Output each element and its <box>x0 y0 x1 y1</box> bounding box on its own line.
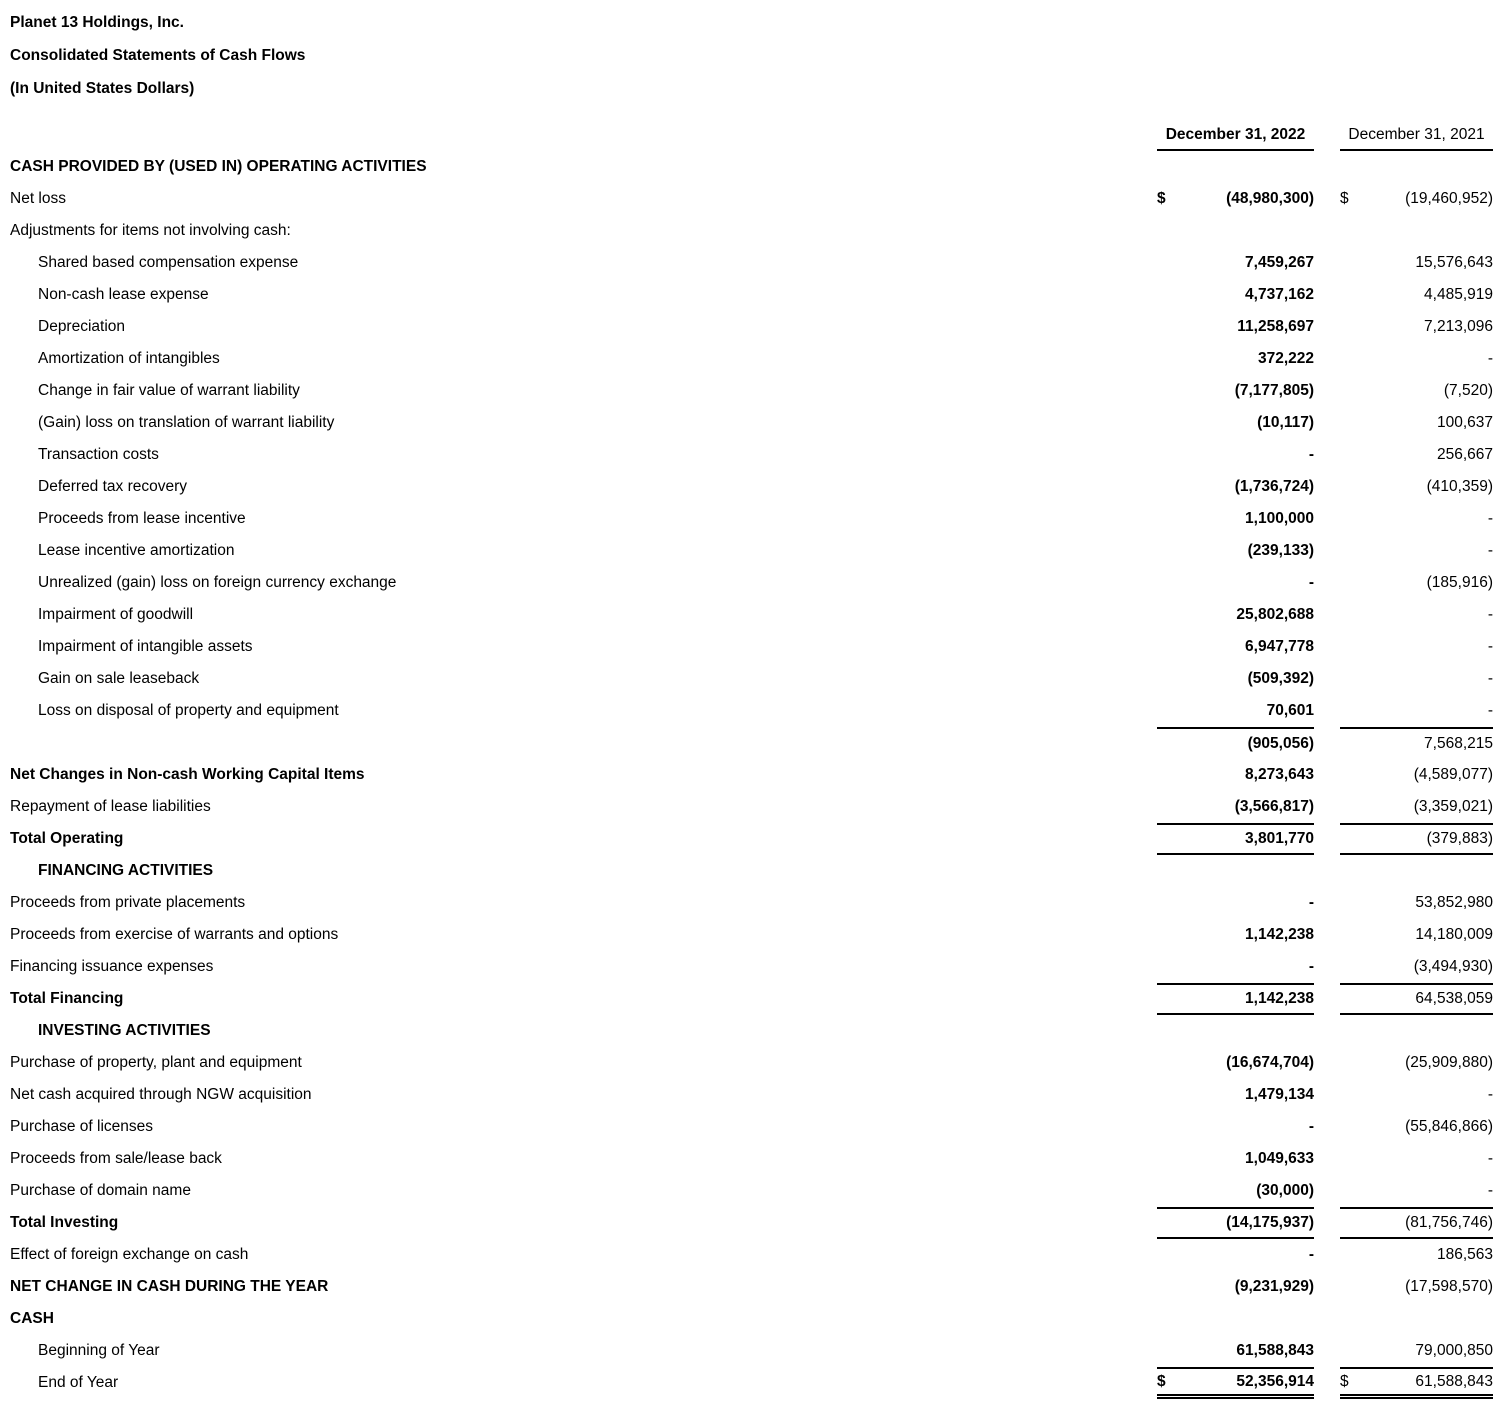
table-row <box>10 279 1493 311</box>
value-2022-cell <box>1157 1111 1314 1143</box>
row-label: CASH PROVIDED BY (USED IN) OPERATING ACTIVITIES <box>10 158 427 175</box>
row-label: Impairment of intangible assets <box>38 638 253 655</box>
row-label: Net loss <box>10 190 66 207</box>
value-2022: (1,736,724) <box>1234 478 1314 495</box>
value-2021-cell <box>1340 1367 1493 1399</box>
value-2021: 7,568,215 <box>1424 735 1493 752</box>
table-row <box>10 1015 1493 1047</box>
value-2022: (9,231,929) <box>1234 1278 1314 1295</box>
row-label: Non-cash lease expense <box>38 286 209 303</box>
value-2022-cell <box>1157 663 1314 695</box>
value-2022-cell <box>1157 407 1314 439</box>
value-2022-cell <box>1157 1367 1314 1399</box>
row-label: End of Year <box>38 1374 119 1391</box>
table-row <box>10 631 1493 663</box>
value-2022: 25,802,688 <box>1236 606 1314 623</box>
value-2022-cell <box>1157 375 1314 407</box>
table-row <box>10 1271 1493 1303</box>
value-2021: - <box>1487 1182 1493 1199</box>
value-2022: (7,177,805) <box>1234 382 1314 399</box>
row-label: Total Operating <box>10 830 124 847</box>
table-row <box>10 599 1493 631</box>
value-2021: 4,485,919 <box>1424 286 1493 303</box>
row-label: Depreciation <box>38 318 126 335</box>
value-2021: 256,667 <box>1436 446 1493 463</box>
value-2021: 53,852,980 <box>1415 894 1493 911</box>
value-2021-cell <box>1340 951 1493 983</box>
value-2022: 3,801,770 <box>1245 830 1314 847</box>
value-2021-cell <box>1340 919 1493 951</box>
value-2022-cell <box>1157 439 1314 471</box>
value-2022-cell <box>1157 567 1314 599</box>
value-2021-cell <box>1340 1271 1493 1303</box>
row-label: Impairment of goodwill <box>38 606 194 623</box>
value-2022: (509,392) <box>1247 670 1314 687</box>
row-label: Amortization of intangibles <box>38 350 220 367</box>
value-2021-cell <box>1340 439 1493 471</box>
value-2021: (410,359) <box>1426 478 1493 495</box>
value-2021-cell <box>1340 1079 1493 1111</box>
value-2022: 4,737,162 <box>1245 286 1314 303</box>
value-2021: (185,916) <box>1426 574 1493 591</box>
table-row <box>10 503 1493 535</box>
value-2021-cell <box>1340 311 1493 343</box>
table-row <box>10 855 1493 887</box>
value-2022-cell <box>1157 951 1314 983</box>
value-2022: 52,356,914 <box>1236 1372 1314 1390</box>
table-row <box>10 471 1493 503</box>
row-label: Adjustments for items not involving cash: <box>10 222 291 239</box>
value-2022-cell <box>1157 471 1314 503</box>
table-row <box>10 407 1493 439</box>
value-2021-cell <box>1340 567 1493 599</box>
table-row <box>10 983 1493 1015</box>
value-2022-cell <box>1157 855 1314 887</box>
value-2022-cell <box>1157 1335 1314 1367</box>
document-header <box>10 6 1493 105</box>
value-2022-cell <box>1157 1015 1314 1047</box>
table-row <box>10 727 1493 759</box>
value-2022: (48,980,300) <box>1226 190 1314 207</box>
value-2021-cell <box>1340 1143 1493 1175</box>
value-2022-cell <box>1157 183 1314 215</box>
row-label: (Gain) loss on translation of warrant liability <box>38 414 335 431</box>
row-label: Financing issuance expenses <box>10 958 214 975</box>
table-row <box>10 1207 1493 1239</box>
table-row <box>10 1111 1493 1143</box>
row-label: Purchase of property, plant and equipment <box>10 1054 302 1071</box>
value-2022: (14,175,937) <box>1226 1214 1314 1231</box>
value-2021: 186,563 <box>1436 1246 1493 1263</box>
value-2022-cell <box>1157 599 1314 631</box>
row-label: Shared based compensation expense <box>38 254 299 271</box>
value-2022-cell <box>1157 343 1314 375</box>
dollar-sign: $ <box>1340 190 1349 207</box>
row-label: Beginning of Year <box>38 1342 160 1359</box>
value-2021-cell <box>1340 983 1493 1015</box>
value-2022-cell <box>1157 279 1314 311</box>
value-2022-cell <box>1157 759 1314 791</box>
value-2022: (30,000) <box>1256 1182 1314 1199</box>
table-row <box>10 375 1493 407</box>
value-2021-cell <box>1340 375 1493 407</box>
value-2022: 1,142,238 <box>1245 990 1314 1007</box>
row-label: Transaction costs <box>38 446 159 463</box>
row-label: Net cash acquired through NGW acquisition <box>10 1086 312 1103</box>
value-2022-cell <box>1157 887 1314 919</box>
value-2021: - <box>1487 670 1493 687</box>
column-header-2021: December 31, 2021 <box>1340 126 1493 151</box>
value-2022: 1,049,633 <box>1245 1150 1314 1167</box>
value-2021-cell <box>1340 279 1493 311</box>
row-label: Repayment of lease liabilities <box>10 798 211 815</box>
value-2022: 1,100,000 <box>1245 510 1314 527</box>
table-row <box>10 663 1493 695</box>
row-label: Gain on sale leaseback <box>38 670 200 687</box>
dollar-sign: $ <box>1157 190 1166 207</box>
value-2021: - <box>1487 510 1493 527</box>
value-2022-cell <box>1157 311 1314 343</box>
table-row <box>10 439 1493 471</box>
value-2022-cell <box>1157 151 1314 183</box>
table-row <box>10 1143 1493 1175</box>
value-2021: 14,180,009 <box>1415 926 1493 943</box>
dollar-sign: $ <box>1340 1372 1349 1390</box>
value-2021-cell <box>1340 1303 1493 1335</box>
table-row <box>10 311 1493 343</box>
row-label: Total Financing <box>10 990 124 1007</box>
statement-rows <box>10 151 1493 1399</box>
value-2021: (19,460,952) <box>1405 190 1493 207</box>
value-2022-cell <box>1157 919 1314 951</box>
row-label: NET CHANGE IN CASH DURING THE YEAR <box>10 1278 329 1295</box>
value-2021: - <box>1487 350 1493 367</box>
value-2022-cell <box>1157 1207 1314 1239</box>
column-headers <box>10 105 1493 151</box>
table-row <box>10 951 1493 983</box>
table-row <box>10 919 1493 951</box>
row-label: INVESTING ACTIVITIES <box>38 1022 211 1039</box>
value-2021: (379,883) <box>1426 830 1493 847</box>
row-label: FINANCING ACTIVITIES <box>38 862 214 879</box>
value-2022-cell <box>1157 535 1314 567</box>
value-2021-cell <box>1340 1239 1493 1271</box>
value-2021: 100,637 <box>1436 414 1493 431</box>
value-2022-cell <box>1157 1143 1314 1175</box>
table-row <box>10 1239 1493 1271</box>
value-2022: 6,947,778 <box>1245 638 1314 655</box>
value-2021: - <box>1487 542 1493 559</box>
value-2022-cell <box>1157 1271 1314 1303</box>
value-2022: (10,117) <box>1257 414 1314 431</box>
row-label: Proceeds from exercise of warrants and options <box>10 926 339 943</box>
column-header-2022: December 31, 2022 <box>1157 126 1314 151</box>
row-label: Unrealized (gain) loss on foreign currency exchange <box>38 574 397 591</box>
value-2022: 61,588,843 <box>1236 1342 1314 1359</box>
value-2021-cell <box>1340 727 1493 759</box>
value-2021: (3,494,930) <box>1413 958 1493 975</box>
value-2021: (17,598,570) <box>1405 1278 1493 1295</box>
table-row <box>10 1047 1493 1079</box>
table-row <box>10 823 1493 855</box>
value-2022-cell <box>1157 1175 1314 1207</box>
value-2021-cell <box>1340 631 1493 663</box>
value-2021: - <box>1487 606 1493 623</box>
row-label: Loss on disposal of property and equipment <box>38 702 339 719</box>
table-row <box>10 887 1493 919</box>
row-label: Deferred tax recovery <box>38 478 188 495</box>
value-2021-cell <box>1340 855 1493 887</box>
value-2021-cell <box>1340 1047 1493 1079</box>
value-2022-cell <box>1157 1303 1314 1335</box>
value-2021: (7,520) <box>1443 382 1493 399</box>
value-2021: (55,846,866) <box>1405 1118 1493 1135</box>
dollar-sign: $ <box>1157 1372 1166 1390</box>
value-2021-cell <box>1340 183 1493 215</box>
company-name: Planet 13 Holdings, Inc. <box>10 14 184 31</box>
value-2022-cell <box>1157 1079 1314 1111</box>
row-label: Effect of foreign exchange on cash <box>10 1246 249 1263</box>
value-2021: - <box>1487 638 1493 655</box>
table-row <box>10 1303 1493 1335</box>
value-2021: 15,576,643 <box>1415 254 1493 271</box>
row-label: Change in fair value of warrant liability <box>38 382 300 399</box>
value-2021: 7,213,096 <box>1424 318 1493 335</box>
row-label: Proceeds from private placements <box>10 894 246 911</box>
value-2021-cell <box>1340 1015 1493 1047</box>
value-2022: 372,222 <box>1257 350 1314 367</box>
value-2022-cell <box>1157 791 1314 823</box>
value-2022-cell <box>1157 215 1314 247</box>
row-label: Total Investing <box>10 1214 119 1231</box>
value-2021: - <box>1487 702 1493 719</box>
value-2021: 64,538,059 <box>1415 990 1493 1007</box>
statement-title: Consolidated Statements of Cash Flows <box>10 47 306 64</box>
table-row <box>10 1335 1493 1367</box>
value-2022-cell <box>1157 503 1314 535</box>
value-2022-cell <box>1157 631 1314 663</box>
value-2022-cell <box>1157 1239 1314 1271</box>
value-2021-cell <box>1340 1175 1493 1207</box>
value-2021-cell <box>1340 151 1493 183</box>
table-row <box>10 567 1493 599</box>
value-2022: - <box>1308 894 1314 911</box>
value-2022: (16,674,704) <box>1226 1054 1314 1071</box>
value-2022: 70,601 <box>1266 702 1314 719</box>
table-row <box>10 695 1493 727</box>
value-2022: (3,566,817) <box>1234 798 1314 815</box>
row-label: Proceeds from lease incentive <box>38 510 246 527</box>
value-2022: 1,479,134 <box>1245 1086 1314 1103</box>
value-2021-cell <box>1340 791 1493 823</box>
table-row <box>10 535 1493 567</box>
value-2022-cell <box>1157 727 1314 759</box>
value-2021-cell <box>1340 759 1493 791</box>
row-label: Proceeds from sale/lease back <box>10 1150 222 1167</box>
value-2021-cell <box>1340 663 1493 695</box>
table-row <box>10 1079 1493 1111</box>
row-label: Lease incentive amortization <box>38 542 235 559</box>
table-row <box>10 759 1493 791</box>
value-2022-cell <box>1157 823 1314 855</box>
value-2022-cell <box>1157 247 1314 279</box>
row-label: Purchase of licenses <box>10 1118 154 1135</box>
currency-note: (In United States Dollars) <box>10 80 195 97</box>
table-row <box>10 215 1493 247</box>
value-2021-cell <box>1340 695 1493 727</box>
value-2022: - <box>1308 574 1314 591</box>
value-2022: - <box>1308 446 1314 463</box>
value-2022: - <box>1308 1118 1314 1135</box>
table-row <box>10 183 1493 215</box>
value-2022: 1,142,238 <box>1245 926 1314 943</box>
value-2022-cell <box>1157 983 1314 1015</box>
value-2021-cell <box>1340 1111 1493 1143</box>
value-2022: - <box>1308 958 1314 975</box>
table-row <box>10 343 1493 375</box>
value-2021-cell <box>1340 599 1493 631</box>
row-label: CASH <box>10 1310 54 1327</box>
value-2021: - <box>1487 1150 1493 1167</box>
value-2021: 61,588,843 <box>1415 1372 1493 1390</box>
row-label: Purchase of domain name <box>10 1182 191 1199</box>
value-2021-cell <box>1340 343 1493 375</box>
value-2021-cell <box>1340 823 1493 855</box>
table-row <box>10 1367 1493 1399</box>
value-2021-cell <box>1340 407 1493 439</box>
value-2022: - <box>1308 1246 1314 1263</box>
value-2021-cell <box>1340 247 1493 279</box>
value-2021: - <box>1487 1086 1493 1103</box>
value-2021-cell <box>1340 535 1493 567</box>
value-2021-cell <box>1340 471 1493 503</box>
table-row <box>10 1175 1493 1207</box>
table-row <box>10 247 1493 279</box>
value-2022: 8,273,643 <box>1245 766 1314 783</box>
value-2022: 7,459,267 <box>1245 254 1314 271</box>
row-label: Net Changes in Non-cash Working Capital Items <box>10 766 365 783</box>
value-2021: (4,589,077) <box>1413 766 1493 783</box>
value-2021: (25,909,880) <box>1405 1054 1493 1071</box>
value-2022: 11,258,697 <box>1237 318 1314 335</box>
value-2021-cell <box>1340 887 1493 919</box>
value-2022: (239,133) <box>1247 542 1314 559</box>
value-2022: (905,056) <box>1247 735 1314 752</box>
value-2021: 79,000,850 <box>1415 1342 1493 1359</box>
value-2022-cell <box>1157 695 1314 727</box>
value-2021-cell <box>1340 1207 1493 1239</box>
value-2022-cell <box>1157 1047 1314 1079</box>
value-2021-cell <box>1340 215 1493 247</box>
table-row <box>10 151 1493 183</box>
table-row <box>10 791 1493 823</box>
value-2021: (3,359,021) <box>1413 798 1493 815</box>
value-2021-cell <box>1340 503 1493 535</box>
value-2021-cell <box>1340 1335 1493 1367</box>
value-2021: (81,756,746) <box>1405 1214 1493 1231</box>
